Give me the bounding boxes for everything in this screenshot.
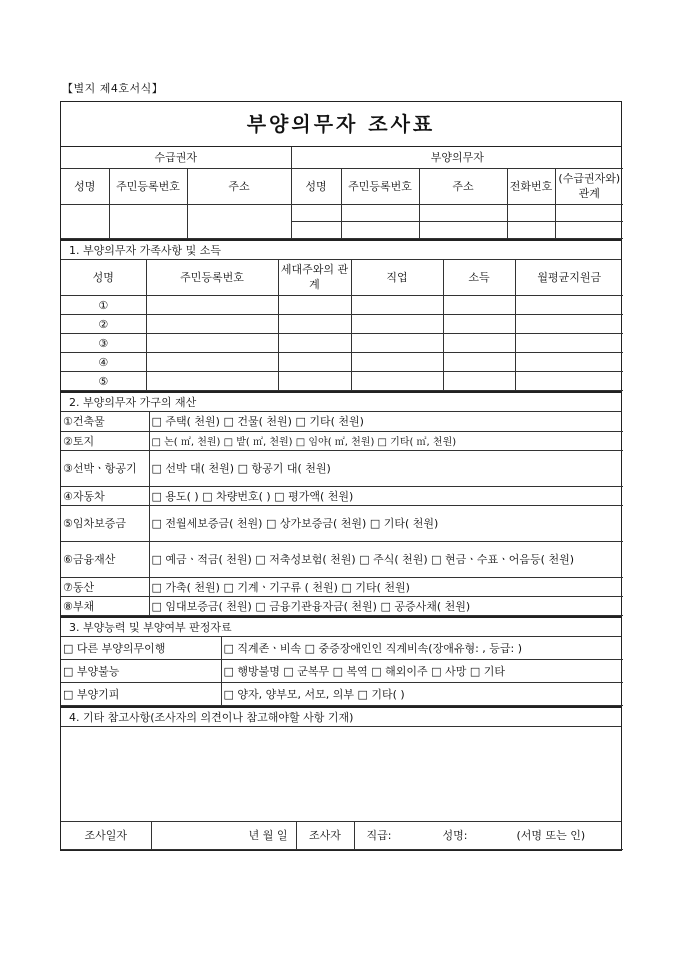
property-label-deposit: ⑤임차보증금 [61, 505, 149, 541]
family-cell[interactable] [351, 296, 443, 315]
property-options-deposit[interactable]: □ 전월세보증금( 천원) □ 상가보증금( 천원) □ 기타( 천원) [149, 505, 623, 541]
family-row-number: ④ [61, 353, 146, 372]
investigator-field[interactable] [354, 822, 623, 849]
family-income-header: 소득 [443, 260, 515, 296]
support-label-unable[interactable]: □ 부양불능 [61, 660, 221, 683]
party-table [61, 147, 623, 239]
obligor-phone-header: 전화번호 [507, 168, 555, 204]
property-table [61, 412, 623, 616]
property-options-vessel[interactable]: □ 선박 대( 천원) □ 항공기 대( 천원) [149, 450, 623, 486]
obligor-phone-field[interactable] [507, 221, 555, 238]
family-cell[interactable] [146, 334, 278, 353]
obligor-id-field[interactable] [341, 221, 419, 238]
family-id-header: 주민등록번호 [146, 260, 278, 296]
obligor-phone-field[interactable] [507, 204, 555, 221]
obligor-address-header: 주소 [419, 168, 507, 204]
form-label: 【별지 제4호서식】 [62, 82, 164, 95]
name-label: 성명: [442, 829, 468, 843]
recipient-id-header: 주민등록번호 [109, 168, 187, 204]
survey-form [60, 101, 622, 851]
section-3-title: 3. 부양능력 및 부양여부 판정자료 [61, 616, 621, 637]
survey-date-field[interactable]: 년 월 일 [151, 822, 296, 849]
family-cell[interactable] [515, 334, 623, 353]
obligor-name-field[interactable] [291, 221, 341, 238]
recipient-name-field[interactable] [61, 204, 109, 238]
obligor-id-header: 주민등록번호 [341, 168, 419, 204]
family-cell[interactable] [146, 353, 278, 372]
support-label-other-duty[interactable]: □ 다른 부양의무이행 [61, 637, 221, 660]
survey-date-label: 조사일자 [61, 822, 151, 849]
position-label: 직급: [366, 829, 392, 843]
obligor-name-header: 성명 [291, 168, 341, 204]
family-row-number: ② [61, 315, 146, 334]
family-cell[interactable] [351, 334, 443, 353]
support-options-evasion[interactable]: □ 양자, 양부모, 서모, 의부 □ 기타( ) [221, 683, 623, 706]
family-cell[interactable] [146, 315, 278, 334]
recipient-name-header: 성명 [61, 168, 109, 204]
family-relation-header: 세대주와의 관계 [278, 260, 351, 296]
property-label-vessel: ③선박ㆍ항공기 [61, 450, 149, 486]
support-ability-table [61, 637, 623, 707]
obligor-group-header: 부양의무자 [291, 147, 623, 168]
investigator-label: 조사자 [296, 822, 354, 849]
obligor-name-field[interactable] [291, 204, 341, 221]
obligor-address-field[interactable] [419, 204, 507, 221]
recipient-address-header: 주소 [187, 168, 291, 204]
recipient-address-field[interactable] [187, 204, 291, 238]
family-row-number: ⑤ [61, 372, 146, 391]
property-label-financial: ⑥금융재산 [61, 541, 149, 577]
family-cell[interactable] [278, 296, 351, 315]
family-cell[interactable] [443, 372, 515, 391]
property-options-land[interactable]: □ 논( ㎡, 천원) □ 밭( ㎡, 천원) □ 임야( ㎡, 천원) □ 기타( ㎡, 천원) [149, 431, 623, 450]
family-cell[interactable] [278, 334, 351, 353]
family-income-table [61, 260, 623, 392]
family-cell[interactable] [351, 372, 443, 391]
obligor-id-field[interactable] [341, 204, 419, 221]
family-cell[interactable] [443, 353, 515, 372]
family-row-number: ① [61, 296, 146, 315]
support-label-evasion[interactable]: □ 부양기피 [61, 683, 221, 706]
family-cell[interactable] [278, 353, 351, 372]
section-2-title: 2. 부양의무자 가구의 재산 [61, 391, 621, 412]
property-label-debt: ⑧부채 [61, 596, 149, 615]
support-options-other-duty[interactable]: □ 직계존ㆍ비속 □ 중증장애인인 직계비속(장애유형: , 등급: ) [221, 637, 623, 660]
family-cell[interactable] [146, 372, 278, 391]
recipient-id-field[interactable] [109, 204, 187, 238]
family-cell[interactable] [515, 353, 623, 372]
family-cell[interactable] [443, 296, 515, 315]
family-support-header: 월평균지원금 [515, 260, 623, 296]
property-label-movables: ⑦동산 [61, 577, 149, 596]
family-name-header: 성명 [61, 260, 146, 296]
obligor-relation-field[interactable] [555, 204, 623, 221]
recipient-group-header: 수급권자 [61, 147, 291, 168]
family-cell[interactable] [443, 334, 515, 353]
family-cell[interactable] [443, 315, 515, 334]
signature-table [61, 822, 623, 850]
family-job-header: 직업 [351, 260, 443, 296]
family-cell[interactable] [515, 296, 623, 315]
family-cell[interactable] [146, 296, 278, 315]
family-cell[interactable] [278, 315, 351, 334]
family-cell[interactable] [351, 315, 443, 334]
support-options-unable[interactable]: □ 행방불명 □ 군복무 □ 복역 □ 해외이주 □ 사망 □ 기타 [221, 660, 623, 683]
obligor-relation-header: (수급권자와) 관계 [555, 168, 623, 204]
family-cell[interactable] [351, 353, 443, 372]
form-title: 부양의무자 조사표 [61, 102, 621, 147]
property-label-vehicle: ④자동차 [61, 486, 149, 505]
family-row-number: ③ [61, 334, 146, 353]
family-cell[interactable] [278, 372, 351, 391]
section-1-title: 1. 부양의무자 가족사항 및 소득 [61, 239, 621, 260]
family-cell[interactable] [515, 315, 623, 334]
property-options-building[interactable]: □ 주택( 천원) □ 건물( 천원) □ 기타( 천원) [149, 412, 623, 431]
sign-label: (서명 또는 인) [516, 829, 586, 843]
notes-area[interactable] [61, 727, 621, 822]
property-label-land: ②토지 [61, 431, 149, 450]
obligor-relation-field[interactable] [555, 221, 623, 238]
property-label-building: ①건축물 [61, 412, 149, 431]
property-options-vehicle[interactable]: □ 용도( ) □ 차량번호( ) □ 평가액( 천원) [149, 486, 623, 505]
family-cell[interactable] [515, 372, 623, 391]
property-options-movables[interactable]: □ 가축( 천원) □ 기계ㆍ기구류 ( 천원) □ 기타( 천원) [149, 577, 623, 596]
property-options-financial[interactable]: □ 예금ㆍ적금( 천원) □ 저축성보험( 천원) □ 주식( 천원) □ 현금ㆍ수표ㆍ어음등( 천원) [149, 541, 623, 577]
section-4-title: 4. 기타 참고사항(조사자의 의견이나 참고해야할 사항 기재) [61, 706, 621, 727]
property-options-debt[interactable]: □ 임대보증금( 천원) □ 금융기관융자금( 천원) □ 공증사채( 천원) [149, 596, 623, 615]
obligor-address-field[interactable] [419, 221, 507, 238]
